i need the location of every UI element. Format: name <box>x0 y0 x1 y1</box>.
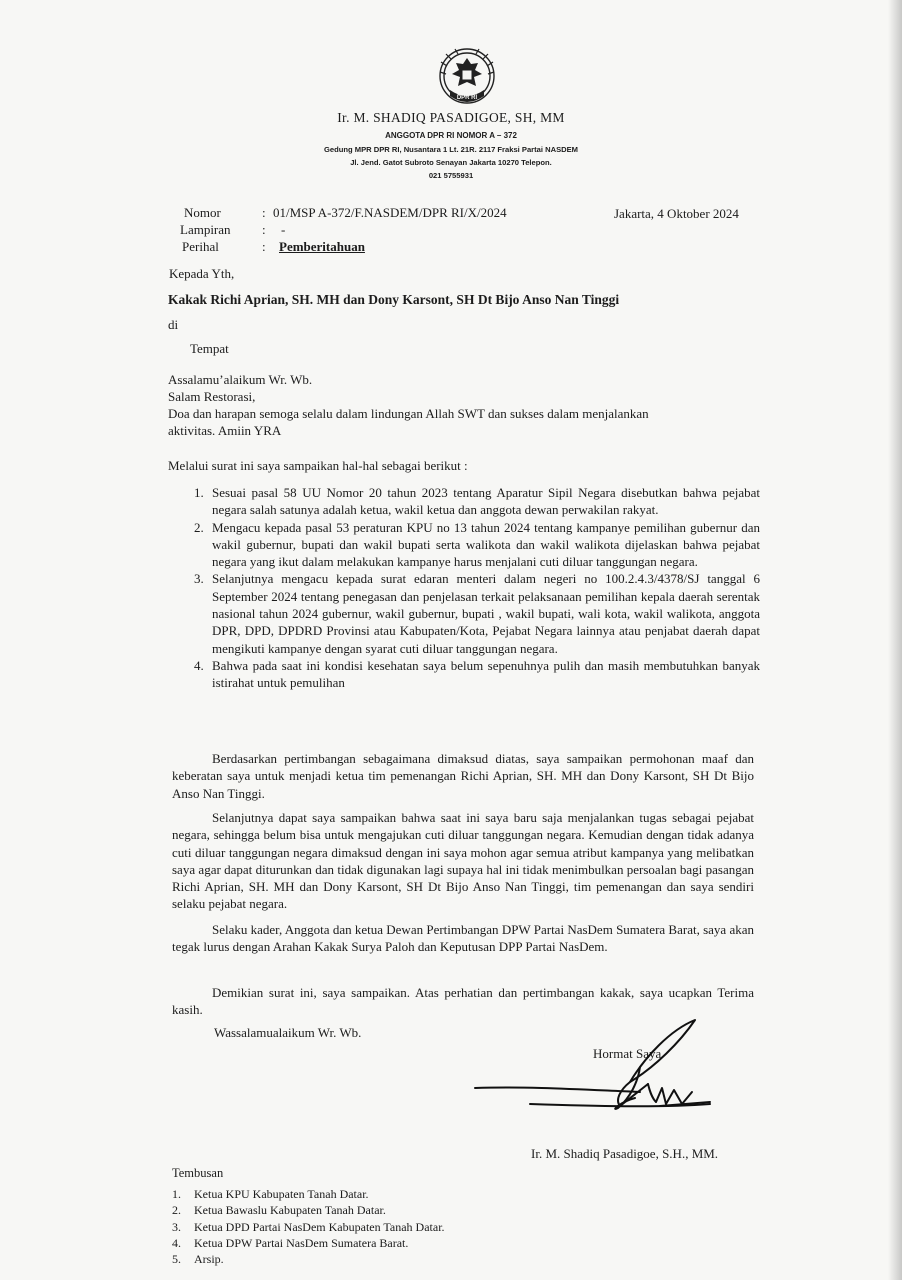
nomor-label: Nomor <box>184 205 221 220</box>
doa-line-2: aktivitas. Amiin YRA <box>168 423 282 438</box>
nomor-value: 01/MSP A-372/F.NASDEM/DPR RI/X/2024 <box>273 205 507 220</box>
list-item <box>180 570 760 656</box>
paragraph-cuti <box>172 809 754 913</box>
lampiran-value: - <box>281 222 286 237</box>
doa-line-1: Doa dan harapan semoga selalu dalam lindungan Allah SWT dan sukses dalam menjalankan <box>168 406 649 421</box>
list-item <box>172 1186 445 1202</box>
tembusan-title: Tembusan <box>172 1166 224 1180</box>
list-item <box>180 519 760 571</box>
cc-text: Arsip. <box>194 1252 224 1267</box>
emblem-text: DPR RI <box>456 95 478 101</box>
page-edge-shadow <box>888 0 902 1280</box>
list-item <box>172 1202 445 1218</box>
cc-text: Ketua DPD Partai NasDem Kabupaten Tanah Datar. <box>194 1219 445 1234</box>
signatory-name: Ir. M. Shadiq Pasadigoe, S.H., MM. <box>531 1146 719 1161</box>
lampiran-label: Lampiran <box>180 222 231 237</box>
cc-number: 2. <box>172 1203 181 1218</box>
perihal-value: Pemberitahuan <box>279 239 365 254</box>
letterhead-member: ANGGOTA DPR RI NOMOR A – 372 <box>385 131 517 140</box>
cc-text: Ketua DPW Partai NasDem Sumatera Barat. <box>194 1235 409 1250</box>
letterhead-address-2: Jl. Jend. Gatot Subroto Senayan Jakarta 10270 Telepon. <box>350 158 552 167</box>
tembusan-list <box>172 1186 445 1267</box>
cc-number: 4. <box>172 1235 181 1250</box>
letterhead-name: Ir. M. SHADIQ PASADIGOE, SH, MM <box>337 110 565 125</box>
letter-date: Jakarta, 4 Oktober 2024 <box>614 206 739 221</box>
perihal-label: Perihal <box>182 239 219 254</box>
address-di: di <box>168 317 179 332</box>
point-text: Selanjutnya mengacu kepada surat edaran menteri dalam negeri no 100.2.4.3/4378/SJ tanggal 6 September 2024 tentang penegasan dan penjelasan terkait pelaksanaan pemilihan kepala daerah serentak nasional tahun 2024 gubernur, wakil gubernur, bupati , wakil bupati, wali kota, wakil walikota, anggota DPR, DPD, DPDRD Provinsi atau Kabupaten/Kota, Pejabat Negara lainnya atau penjabat daerah dapat mengikuti kampanye dengan syarat cuti diluar tanggungan negara. <box>212 571 760 656</box>
cc-number: 3. <box>172 1219 181 1234</box>
intro-line: Melalui surat ini saya sampaikan hal-hal sebagai berikut : <box>168 458 468 473</box>
cc-text: Ketua KPU Kabupaten Tanah Datar. <box>194 1187 369 1201</box>
points-list <box>180 484 760 692</box>
paragraph-text: Berdasarkan pertimbangan sebagaimana dimaksud diatas, saya sampaikan permohonan maaf dan keberatan saya untuk menjadi ketua tim pemenangan Richi Aprian, SH. MH dan Dony Karsont, SH Dt Bijo Anso Nan Tinggi. <box>172 751 754 801</box>
lampiran-colon: : <box>262 222 266 237</box>
salutation: Assalamu’alaikum Wr. Wb. <box>168 372 313 387</box>
point-text: Sesuai pasal 58 UU Nomor 20 tahun 2023 tentang Aparatur Sipil Negara disebutkan bahwa pejabat negara salah satunya adalah ketua, wakil ketua dan anggota dewan perwakilan rakyat. <box>212 485 760 518</box>
letterhead-phone: 021 5755931 <box>428 171 474 180</box>
point-number: 4. <box>194 657 204 673</box>
list-item <box>180 657 760 692</box>
point-number: 3. <box>194 571 204 587</box>
list-item <box>172 1235 445 1251</box>
recipient: Kakak Richi Aprian, SH. MH dan Dony Karsont, SH Dt Bijo Anso Nan Tinggi <box>168 292 620 307</box>
paragraph-text: Demikian surat ini, saya sampaikan. Atas perhatian dan pertimbangan kakak, saya ucapkan Terima kasih. <box>172 985 754 1018</box>
cc-number: 1. <box>172 1187 181 1201</box>
point-text: Mengacu kepada pasal 53 peraturan KPU no 13 tahun 2024 tentang kampanye pemilihan gubernur dan wakil gubernur, bupati dan wakil bupati serta walikota dan wakil walikota dijelaskan bahwa pejabat negara yang ikut dalam melakukan kampanye harus menjalani cuti diluar tanggungan negara. <box>212 519 760 570</box>
kepada-yth: Kepada Yth, <box>169 266 235 281</box>
signature-icon <box>470 1012 750 1122</box>
point-text: Bahwa pada saat ini kondisi kesehatan saya belum sepenuhnya pulih dan masih membutuhkan banyak istirahat untuk pemulihan <box>212 657 760 691</box>
perihal-colon: : <box>262 239 266 254</box>
point-number: 1. <box>194 485 204 500</box>
address-tempat: Tempat <box>190 341 229 356</box>
cc-number: 5. <box>172 1252 181 1267</box>
paragraph-text: Selanjutnya dapat saya sampaikan bahwa saat ini saya baru saja menjalankan tugas sebagai pejabat negara, sehingga belum bisa untuk mengajukan cuti diluar tanggungan negara. Kemudian dengan tidak adanya cuti diluar tanggungan negara dimaksud dengan ini saya mohon agar semua atribut kampanya yang melibatkan saya agar dapat diturunkan dan tidak digunakan lagi supaya hal ini tidak menimbulkan persoalan bagi pasangan Richi Aprian, SH. MH dan Dony Karsont, SH Dt Bijo Anso Nan Tinggi, tim pemenangan dan saya sendiri selaku pejabat negara. <box>172 810 754 912</box>
list-item <box>180 484 760 519</box>
nomor-colon: : <box>262 205 266 220</box>
paragraph-pertimbangan <box>172 750 754 802</box>
salam-restorasi: Salam Restorasi, <box>168 389 256 404</box>
list-item <box>172 1251 445 1267</box>
paragraph-text: Selaku kader, Anggota dan ketua Dewan Pertimbangan DPW Partai NasDem Sumatera Barat, saya akan tegak lurus dengan Arahan Kakak Surya Paloh dan Keputusan DPP Partai NasDem. <box>172 922 754 955</box>
cc-text: Ketua Bawaslu Kabupaten Tanah Datar. <box>194 1203 386 1218</box>
letterhead-address-1: Gedung MPR DPR RI, Nusantara 1 Lt. 21R. 2117 Fraksi Partai NASDEM <box>323 145 579 154</box>
dpr-emblem-icon <box>432 44 502 114</box>
wassalam: Wassalamualaikum Wr. Wb. <box>214 1025 362 1040</box>
list-item <box>172 1219 445 1235</box>
paragraph-kader <box>172 921 754 956</box>
hormat-saya: Hormat Saya <box>593 1046 662 1061</box>
point-number: 2. <box>194 519 204 535</box>
